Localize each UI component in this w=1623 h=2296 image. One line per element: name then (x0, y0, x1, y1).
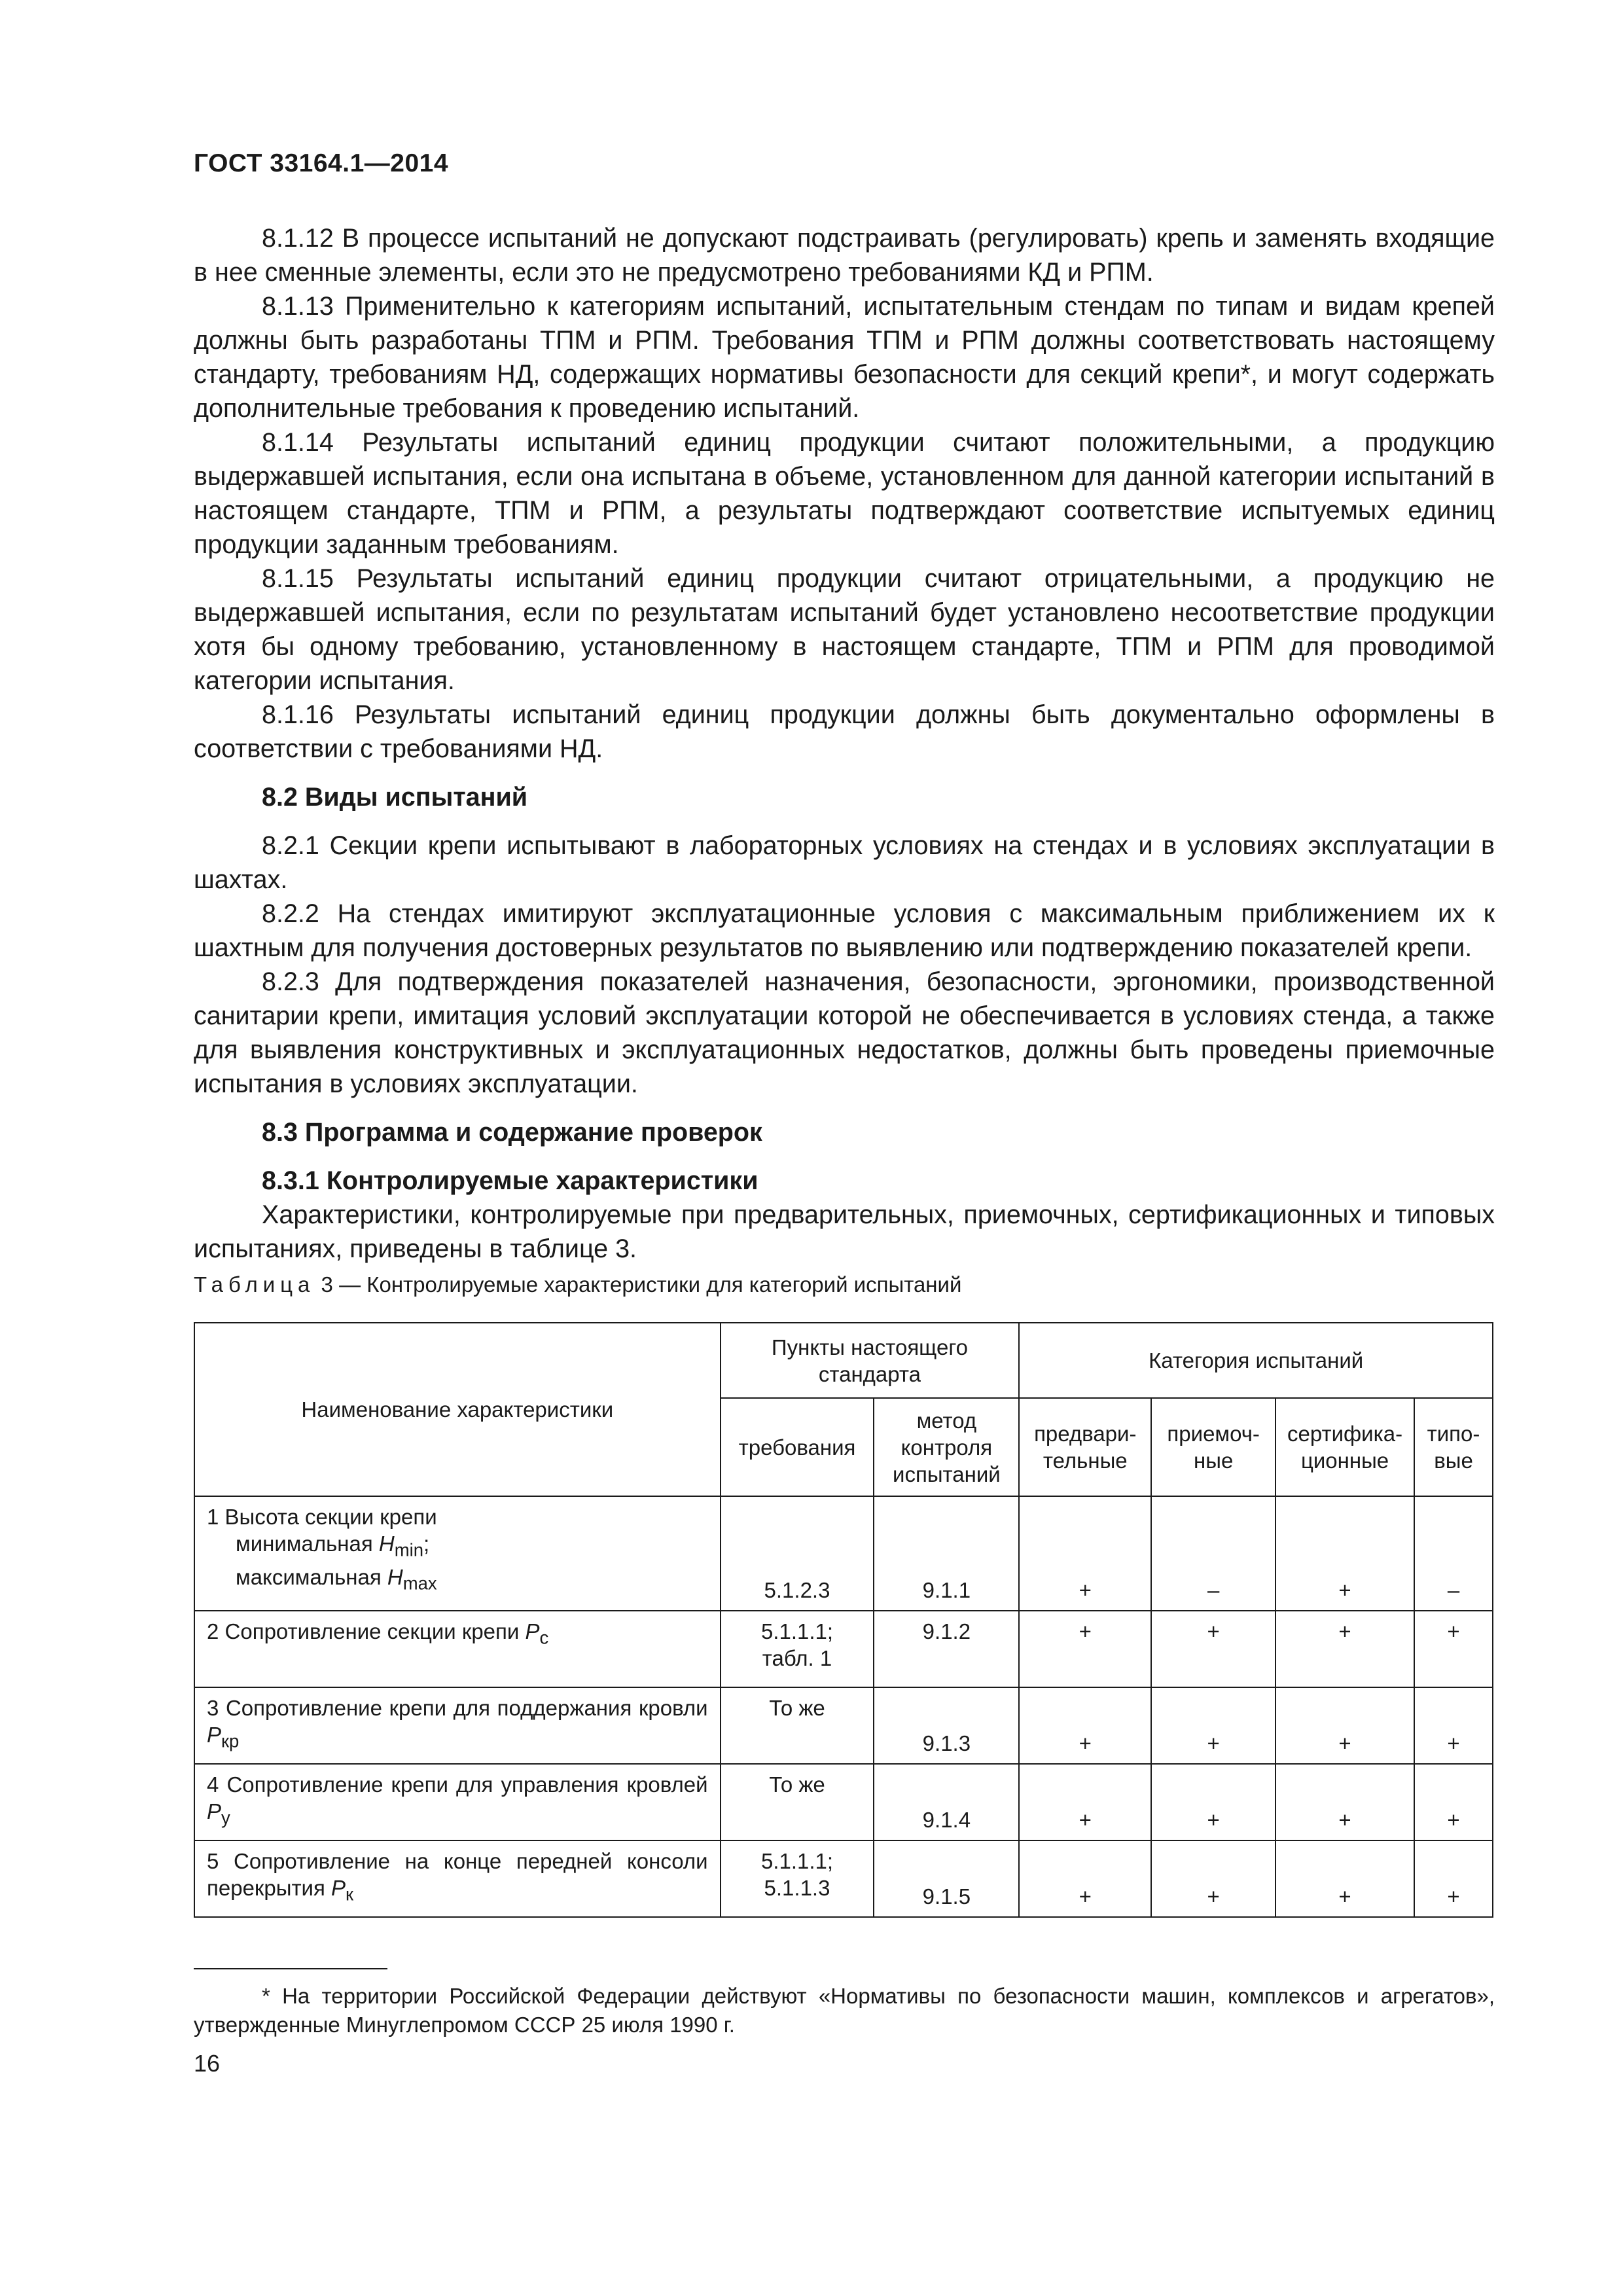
table-row (194, 1764, 1493, 1840)
subsection-heading-8-3-1: 8.3.1 Контролируемые характеристики (262, 1166, 758, 1195)
type-tests-mark: – (1414, 1496, 1493, 1611)
document-header: ГОСТ 33164.1—2014 (194, 149, 449, 177)
paragraph-8-2-3: 8.2.3 Для подтверждения показателей назначения, безопасности, эргономики, производственной санитарии крепи, имитация условий эксплуатации которой не обеспечивается в условиях стенда, а также для выявления конструктивных и эксплуатационных недостатков, должны быть проведены приемочные испытания в условиях эксплуатации. (194, 967, 1495, 1098)
table-caption-label: Таблица (194, 1272, 315, 1297)
header-characteristic-name: Наименование характеристики (194, 1323, 721, 1496)
paragraph-8-3-1: Характеристики, контролируемые при предварительных, приемочных, сертификационных и типовых испытаниях, приведены в таблице 3. (194, 1200, 1495, 1263)
acceptance-mark: + (1151, 1764, 1275, 1840)
footnote (194, 1982, 1495, 2039)
row-name-cell: 5 Сопротивление на конце передней консоли перекрытия $P_к$ (194, 1840, 721, 1917)
acceptance-mark: + (1151, 1611, 1275, 1687)
paragraph-8-2-2: 8.2.2 На стендах имитируют эксплуатационные условия с максимальным приближением их к шахтным для получения достоверных результатов по выявлению или подтверждению показателей крепи. (194, 899, 1495, 962)
method-cell: 9.1.5 (874, 1840, 1019, 1917)
header-test-method: метод контроля испытаний (874, 1398, 1019, 1496)
header-preliminary: предвари-тельные (1019, 1398, 1151, 1496)
row-name-cell: 4 Сопротивление крепи для управления кровлей $P_у$ (194, 1764, 721, 1840)
row-name-line: максимальная $H_{max}$ (236, 1564, 437, 1594)
table-caption-text: 3 — Контролируемые характеристики для категорий испытаний (315, 1272, 962, 1297)
method-cell: 9.1.4 (874, 1764, 1019, 1840)
requirements-cell: 5.1.2.3 (721, 1496, 874, 1611)
footnote-divider (194, 1968, 387, 1969)
paragraph-8-1-12: 8.1.12 В процессе испытаний не допускают подстраивать (регулировать) крепь и заменять входящие в нее сменные элементы, если это не предусмотрено требованиями КД и РПМ. (194, 224, 1495, 287)
section-heading-8-2: 8.2 Виды испытаний (262, 783, 528, 812)
acceptance-mark: – (1151, 1496, 1275, 1611)
type-tests-mark: + (1414, 1611, 1493, 1687)
header-certification: сертифика-ционные (1275, 1398, 1414, 1496)
paragraph-8-1-15: 8.1.15 Результаты испытаний единиц продукции считают отрицательными, а продукцию не выдержавшей испытания, если по результатам испытаний будет установлено несоответствие продукции хотя бы одному требованию, установленному в настоящем стандарте, ТПМ и РПМ для проводимой категории испытания. (194, 564, 1495, 695)
row-name-cell: 3 Сопротивление крепи для поддержания кровли $P_{кр}$ (194, 1687, 721, 1764)
preliminary-mark: + (1019, 1764, 1151, 1840)
certification-mark: + (1275, 1496, 1414, 1611)
type-tests-mark: + (1414, 1687, 1493, 1764)
preliminary-mark: + (1019, 1840, 1151, 1917)
body-text (194, 221, 1495, 1266)
requirements-cell: То же (721, 1687, 874, 1764)
type-tests-mark: + (1414, 1764, 1493, 1840)
table-row (194, 1840, 1493, 1917)
preliminary-mark: + (1019, 1611, 1151, 1687)
table-caption (194, 1272, 961, 1297)
header-type-tests: типо-вые (1414, 1398, 1493, 1496)
certification-mark: + (1275, 1687, 1414, 1764)
page-number: 16 (194, 2050, 221, 2077)
paragraph-8-1-16: 8.1.16 Результаты испытаний единиц продукции должны быть документально оформлены в соответствии с требованиями НД. (194, 700, 1495, 763)
header-standard-clauses: Пункты настоящего стандарта (721, 1323, 1020, 1398)
method-cell: 9.1.3 (874, 1687, 1019, 1764)
table-row (194, 1687, 1493, 1764)
acceptance-mark: + (1151, 1687, 1275, 1764)
certification-mark: + (1275, 1611, 1414, 1687)
paragraph-8-1-14: 8.1.14 Результаты испытаний единиц продукции считают положительными, а продукцию выдержавшей испытания, если она испытана в объеме, установленном для данной категории испытаний в настоящем стандарте, ТПМ и РПМ, а результаты подтверждают соответствие испытуемых единиц продукции заданным требованиям. (194, 428, 1495, 559)
type-tests-mark: + (1414, 1840, 1493, 1917)
paragraph-8-2-1: 8.2.1 Секции крепи испытывают в лабораторных условиях на стендах и в условиях эксплуатации в шахтах. (194, 831, 1495, 894)
header-test-category: Категория испытаний (1019, 1323, 1493, 1398)
footnote-text: * На территории Российской Федерации действуют «Нормативы по безопасности машин, комплексов и агрегатов», утвержденные Минуглепромом СССР 25 июля 1990 г. (194, 1984, 1495, 2037)
header-acceptance: приемоч-ные (1151, 1398, 1275, 1496)
table-row (194, 1611, 1493, 1687)
method-cell: 9.1.1 (874, 1496, 1019, 1611)
requirements-cell: То же (721, 1764, 874, 1840)
header-requirements: требования (721, 1398, 874, 1496)
row-name-line: минимальная $H_{min}$; (236, 1532, 430, 1560)
row-name-line: 1 Высота секции крепи (207, 1505, 437, 1529)
certification-mark: + (1275, 1764, 1414, 1840)
preliminary-mark: + (1019, 1687, 1151, 1764)
certification-mark: + (1275, 1840, 1414, 1917)
acceptance-mark: + (1151, 1840, 1275, 1917)
row-name-cell (194, 1496, 721, 1611)
method-cell: 9.1.2 (874, 1611, 1019, 1687)
table-row (194, 1496, 1493, 1611)
preliminary-mark: + (1019, 1496, 1151, 1611)
requirements-cell: 5.1.1.1; 5.1.1.3 (721, 1840, 874, 1917)
characteristics-table (194, 1322, 1493, 1918)
paragraph-8-1-13: 8.1.13 Применительно к категориям испытаний, испытательным стендам по типам и видам крепей должны быть разработаны ТПМ и РПМ. Требования ТПМ и РПМ должны соответствовать настоящему стандарту, требованиям НД, содержащих нормативы безопасности для секций крепи*, и могут содержать дополнительные требования к проведению испытаний. (194, 292, 1495, 423)
requirements-cell: 5.1.1.1; табл. 1 (721, 1611, 874, 1687)
section-heading-8-3: 8.3 Программа и содержание проверок (262, 1118, 762, 1147)
row-name-cell: 2 Сопротивление секции крепи $P_c$ (194, 1611, 721, 1687)
